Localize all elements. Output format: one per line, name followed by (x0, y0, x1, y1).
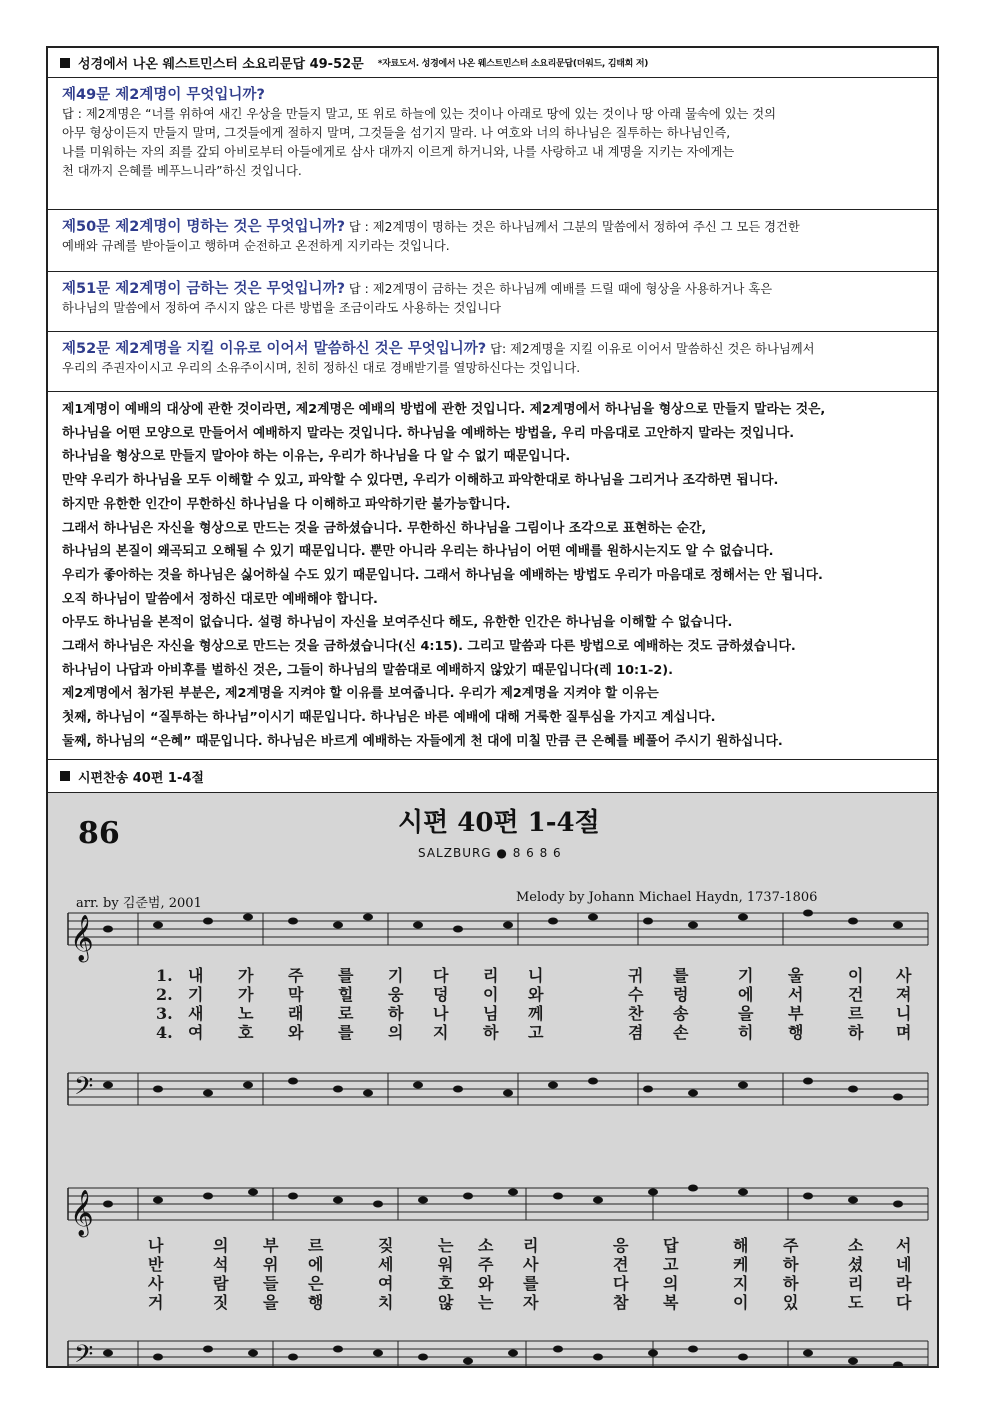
lyric-syllable: 께 (528, 1004, 544, 1023)
note-head (648, 1189, 658, 1196)
note-head (373, 1350, 383, 1357)
lyric-syllable: 울 (788, 966, 804, 985)
lyric-syllable: 새 (188, 1004, 204, 1023)
note-head (548, 1082, 558, 1089)
lyric-syllable: 리 (523, 1236, 539, 1255)
lyric-syllable: 견 (613, 1255, 629, 1274)
commentary-line: 오직 하나님이 말씀에서 정하신 대로만 예배해야 합니다. (62, 591, 378, 607)
lyric-syllable: 를 (523, 1274, 539, 1293)
lyric-syllable: 로 (338, 1004, 354, 1023)
commentary-line: 만약 우리가 하나님을 모두 이해할 수 있고, 파악할 수 있다면, 우리가 이해하고 파악한대로 하나님을 그리거나 조각하면 됩니다. (62, 473, 779, 489)
hymn-sheet-music-photo (48, 793, 937, 1366)
lyric-syllable: 리 (848, 1274, 864, 1293)
lyric-syllable: 덩 (433, 985, 449, 1004)
question-50 (48, 210, 937, 272)
lyric-syllable: 해 (733, 1236, 749, 1255)
lyric-syllable: 4. (156, 1023, 173, 1042)
note-head (333, 1086, 343, 1093)
lyric-syllable: 서 (788, 985, 804, 1004)
note-head (553, 1193, 563, 1200)
lyric-syllable: 건 (848, 985, 864, 1004)
commentary-line: 둘째, 하나님의 “은혜” 때문입니다. 하나님은 바르게 예배하는 자들에게 천 대에 미칠 만큼 큰 은혜를 베풀어 주시기 원하십니다. (62, 733, 783, 749)
lyric-syllable: 손 (673, 1023, 689, 1042)
lyric-syllable: 며 (896, 1023, 912, 1042)
lyric-syllable: 기 (738, 966, 754, 985)
note-head (453, 1086, 463, 1093)
lyric-syllable: 사 (148, 1274, 164, 1293)
note-head (453, 926, 463, 933)
lyric-syllable: 찬 (628, 1004, 644, 1023)
note-head (203, 1346, 213, 1353)
lyric-syllable: 소 (848, 1236, 864, 1255)
note-head (463, 1358, 473, 1365)
commentary-line: 하나님의 본질이 왜곡되고 오해될 수 있기 때문입니다. 뿐만 아니라 우리는 하나님이 어떤 예배를 원하시는지도 알 수 없습니다. (62, 544, 774, 560)
note-head (418, 1197, 428, 1204)
note-head (363, 914, 373, 921)
note-head (893, 1201, 903, 1208)
lyric-syllable: 기 (388, 966, 404, 985)
note-head (363, 1090, 373, 1097)
note-head (243, 1082, 253, 1089)
lyric-syllable: 웅 (388, 985, 404, 1004)
source-note: *자료도서. 성경에서 나온 웨스트민스터 소요리문답(더워드, 김태희 저) (377, 59, 649, 69)
lyric-syllable: 와 (288, 1023, 304, 1042)
lyric-syllable: 을 (263, 1293, 279, 1312)
lyric-syllable: 가 (238, 966, 254, 985)
note-head (333, 922, 343, 929)
lyric-syllable: 의 (663, 1274, 679, 1293)
note-head (893, 922, 903, 929)
catechism-header (48, 48, 937, 78)
note-head (553, 1346, 563, 1353)
lyric-syllable: 주 (783, 1236, 799, 1255)
answer-49-line: 답 : 제2계명은 “너를 위하여 새긴 우상을 만들지 말고, 또 위로 하늘에 있는 것이나 아래로 땅에 있는 것이나 땅 아래 물속에 있는 것의 (62, 107, 777, 121)
lyric-syllable: 다 (433, 966, 449, 985)
note-head (738, 1354, 748, 1361)
note-head (153, 922, 163, 929)
answer-51-first: 답 : 제2계명이 금하는 것은 하나님께 예배를 드릴 때에 형상을 사용하거나 혹은 (344, 282, 773, 296)
clef-icon: 𝄞 (70, 1190, 94, 1236)
note-head (333, 1346, 343, 1353)
lyric-syllable: 주 (478, 1255, 494, 1274)
lyric-syllable: 부 (788, 1004, 804, 1023)
commentary-line: 하지만 유한한 인간이 무한하신 하나님을 다 이해하고 파악하기란 불가능합니다. (62, 496, 511, 512)
commentary-line: 첫째, 하나님이 “질투하는 하나님”이시기 때문입니다. 하나님은 바른 예배에 대해 거룩한 질투심을 가지고 계십니다. (62, 710, 716, 726)
lyric-syllable: 석 (213, 1255, 229, 1274)
answer-49-line: 천 대까지 은혜를 베푸느니라”하신 것입니다. (62, 164, 302, 178)
lyric-syllable: 짖 (378, 1236, 394, 1255)
lyric-syllable: 위 (263, 1255, 279, 1274)
lyric-syllable: 서 (896, 1236, 912, 1255)
hymn-section-title: 시편찬송 40편 1-4절 (78, 770, 204, 786)
note-head (643, 918, 653, 925)
note-head (738, 914, 748, 921)
lyric-syllable: 와 (528, 985, 544, 1004)
lyric-syllable: 막 (288, 985, 304, 1004)
lyric-syllable: 하 (783, 1255, 799, 1274)
lyric-syllable: 고 (663, 1255, 679, 1274)
lyric-syllable: 답 (663, 1236, 679, 1255)
lyric-syllable: 세 (378, 1255, 394, 1274)
lyric-syllable: 져 (896, 985, 912, 1004)
clef-icon: 𝄞 (70, 915, 94, 961)
note-head (548, 918, 558, 925)
lyric-syllable: 주 (288, 966, 304, 985)
worksheet-page (46, 46, 939, 1368)
lyric-syllable: 히 (738, 1023, 754, 1042)
lyric-syllable: 케 (733, 1255, 749, 1274)
commentary (48, 392, 937, 760)
note-head (738, 1082, 748, 1089)
lyric-syllable: 의 (213, 1236, 229, 1255)
note-head (593, 1354, 603, 1361)
square-bullet-icon (60, 771, 70, 781)
lyric-syllable: 님 (483, 1004, 499, 1023)
note-head (848, 918, 858, 925)
note-head (288, 1354, 298, 1361)
lyric-syllable: 참 (613, 1293, 629, 1312)
lyric-syllable: 하 (483, 1023, 499, 1042)
lyric-syllable: 렁 (673, 985, 689, 1004)
commentary-line: 그래서 하나님은 자신을 형상으로 만드는 것을 금하셨습니다. 무한하신 하나님을 그림이나 조각으로 표현하는 순간, (62, 520, 707, 536)
note-head (288, 1078, 298, 1085)
lyric-syllable: 리 (483, 966, 499, 985)
hymn-page-number: 86 (78, 816, 120, 851)
answer-50-second: 예배와 규례를 받아들이고 행하며 순전하고 온전하게 지키라는 것입니다. (62, 239, 450, 253)
question-49-title: 제49문 제2계명이 무엇입니까? (62, 87, 265, 103)
lyric-syllable: 니 (528, 966, 544, 985)
commentary-line: 제2계명에서 첨가된 부분은, 제2계명을 지켜야 할 이유를 보여줍니다. 우리가 제2계명을 지켜야 할 이유는 (62, 686, 659, 702)
note-head (803, 1350, 813, 1357)
lyric-syllable: 니 (896, 1004, 912, 1023)
lyric-syllable: 래 (288, 1004, 304, 1023)
note-head (103, 1350, 113, 1357)
answer-49-line: 아무 형상이든지 만들지 말며, 그것들에게 절하지 말며, 그것들을 섬기지 말라. 나 여호와 너의 하나님은 질투하는 하나님인즉, (62, 126, 731, 140)
note-head (203, 1193, 213, 1200)
answer-50-first: 답 : 제2계명이 명하는 것은 하나님께서 그분의 말씀에서 정하여 주신 그 모든 경건한 (344, 220, 800, 234)
question-52-title: 제52문 제2계명을 지킬 이유로 이어서 말씀하신 것은 무엇입니까? (62, 341, 487, 357)
note-head (803, 1193, 813, 1200)
lyric-syllable: 이 (733, 1293, 749, 1312)
lyric-syllable: 부 (263, 1236, 279, 1255)
question-51-title: 제51문 제2계명이 금하는 것은 무엇입니까? (62, 281, 345, 297)
lyric-syllable: 않 (438, 1293, 454, 1312)
lyric-syllable: 에 (308, 1255, 324, 1274)
lyric-syllable: 짓 (213, 1293, 229, 1312)
lyric-syllable: 이 (848, 966, 864, 985)
hymn-tune: SALZBURG ● 8 6 8 6 (418, 846, 562, 860)
note-head (688, 1185, 698, 1192)
lyric-syllable: 하 (848, 1023, 864, 1042)
note-head (153, 1086, 163, 1093)
commentary-line: 하나님이 나답과 아비후를 벌하신 것은, 그들이 하나님의 말씀대로 예배하지 않았기 때문입니다(레 10:1-2). (62, 662, 673, 678)
note-head (103, 1082, 113, 1089)
lyric-syllable: 는 (438, 1236, 454, 1255)
lyric-syllable: 1. (156, 966, 173, 985)
lyric-syllable: 행 (788, 1023, 804, 1042)
lyric-syllable: 사 (896, 966, 912, 985)
note-head (503, 922, 513, 929)
note-head (413, 922, 423, 929)
commentary-line: 하나님을 어떤 모양으로 만들어서 예배하지 말라는 것입니다. 하나님을 예배하는 방법을, 우리 마음대로 고안하지 말라는 것입니다. (62, 425, 795, 441)
note-head (503, 1090, 513, 1097)
lyric-syllable: 하 (388, 1004, 404, 1023)
lyric-syllable: 를 (338, 966, 354, 985)
note-head (738, 1189, 748, 1196)
note-head (248, 1189, 258, 1196)
note-head (508, 1189, 518, 1196)
lyric-syllable: 힐 (338, 985, 354, 1004)
lyric-syllable: 와 (478, 1274, 494, 1293)
lyric-syllable: 자 (523, 1293, 539, 1312)
note-head (848, 1197, 858, 1204)
lyric-syllable: 소 (478, 1236, 494, 1255)
clef-icon: 𝄢 (74, 1072, 94, 1107)
lyric-syllable: 지 (433, 1023, 449, 1042)
commentary-line: 제1계명이 예배의 대상에 관한 것이라면, 제2계명은 예배의 방법에 관한 것입니다. 제2계명에서 하나님을 형상으로 만들지 말라는 것은, (62, 402, 826, 417)
note-head (893, 1094, 903, 1101)
square-bullet-icon (60, 58, 70, 68)
note-head (508, 1350, 518, 1357)
note-head (248, 1350, 258, 1357)
lyric-syllable: 를 (338, 1023, 354, 1042)
lyric-syllable: 람 (213, 1274, 229, 1293)
hymn-title: 시편 40편 1-4절 (398, 808, 600, 838)
lyric-syllable: 기 (188, 985, 204, 1004)
note-head (688, 1090, 698, 1097)
commentary-line: 아무도 하나님을 본적이 없습니다. 설령 하나님이 자신을 보여주신다 해도, 유한한 인간은 하나님을 이해할 수 없습니다. (62, 615, 733, 631)
lyric-syllable: 고 (528, 1023, 544, 1042)
hymn-melody-credit: Melody by Johann Michael Haydn, 1737-1806 (516, 890, 818, 905)
lyric-syllable: 사 (523, 1255, 539, 1274)
note-head (848, 1358, 858, 1365)
note-head (373, 1201, 383, 1208)
lyric-syllable: 복 (663, 1293, 679, 1312)
note-head (648, 1350, 658, 1357)
note-head (103, 1201, 113, 1208)
note-head (463, 1193, 473, 1200)
lyric-syllable: 도 (848, 1293, 864, 1312)
lyric-syllable: 는 (478, 1293, 494, 1312)
lyric-syllable: 르 (848, 1004, 864, 1023)
note-head (848, 1086, 858, 1093)
lyric-syllable: 네 (896, 1255, 912, 1274)
note-head (418, 1354, 428, 1361)
lyric-syllable: 여 (378, 1274, 394, 1293)
note-head (803, 1078, 813, 1085)
hymn-arranger: arr. by 김준범, 2001 (76, 896, 202, 911)
commentary-line: 그래서 하나님은 자신을 형상으로 만드는 것을 금하셨습니다(신 4:15). 그리고 말씀과 다른 방법으로 예배하는 것도 금하셨습니다. (62, 639, 796, 655)
lyric-syllable: 지 (733, 1274, 749, 1293)
answer-51-second: 하나님의 말씀에서 정하여 주시지 않은 다른 방법을 조금이라도 사용하는 것입니다 (62, 301, 502, 315)
lyric-syllable: 내 (188, 966, 204, 985)
commentary-line: 우리가 좋아하는 것을 하나님은 싫어하실 수도 있기 때문입니다. 그래서 하나님을 예배하는 방법도 우리가 마음대로 정해서는 안 됩니다. (62, 567, 823, 583)
lyric-syllable: 귀 (628, 966, 644, 985)
lyric-syllable: 수 (628, 985, 644, 1004)
note-head (588, 1078, 598, 1085)
lyric-syllable: 셨 (848, 1255, 864, 1274)
note-head (643, 1086, 653, 1093)
note-head (688, 922, 698, 929)
lyric-syllable: 노 (238, 1004, 254, 1023)
lyric-syllable: 행 (308, 1293, 324, 1312)
lyric-syllable: 송 (673, 1004, 689, 1023)
lyric-syllable: 나 (148, 1236, 164, 1255)
note-head (413, 1082, 423, 1089)
commentary-line: 하나님을 형상으로 만들지 말아야 하는 이유는, 우리가 하나님을 다 알 수 없기 때문입니다. (62, 449, 571, 465)
hymn-header (48, 760, 937, 793)
note-head (803, 910, 813, 917)
question-50-title: 제50문 제2계명이 명하는 것은 무엇입니까? (62, 219, 345, 235)
sheet-music (48, 793, 937, 1366)
note-head (688, 1346, 698, 1353)
lyric-syllable: 에 (738, 985, 754, 1004)
lyric-syllable: 3. (156, 1004, 173, 1023)
lyric-syllable: 르 (308, 1236, 324, 1255)
note-head (203, 1090, 213, 1097)
lyric-syllable: 치 (378, 1293, 394, 1312)
note-head (288, 918, 298, 925)
lyric-syllable: 워 (438, 1255, 454, 1274)
lyric-syllable: 이 (483, 985, 499, 1004)
lyric-syllable: 를 (673, 966, 689, 985)
clef-icon: 𝄢 (74, 1340, 94, 1366)
lyric-syllable: 을 (738, 1004, 754, 1023)
answer-49-line: 나를 미워하는 자의 죄를 갚되 아비로부터 아들에게로 삼사 대까지 이르게 하거니와, 나를 사랑하고 내 계명을 지키는 자에게는 (62, 145, 735, 159)
lyric-syllable: 은 (308, 1274, 324, 1293)
lyric-syllable: 겸 (628, 1023, 644, 1042)
note-head (588, 914, 598, 921)
lyric-syllable: 호 (438, 1274, 454, 1293)
lyric-syllable: 응 (613, 1236, 629, 1255)
lyric-syllable: 의 (388, 1023, 404, 1042)
lyric-syllable: 들 (263, 1274, 279, 1293)
lyric-syllable: 가 (238, 985, 254, 1004)
note-head (103, 926, 113, 933)
note-head (153, 1197, 163, 1204)
lyric-syllable: 거 (148, 1293, 164, 1312)
lyric-syllable: 호 (238, 1023, 254, 1042)
lyric-syllable: 반 (148, 1255, 164, 1274)
note-head (153, 1354, 163, 1361)
note-head (288, 1193, 298, 1200)
lyric-syllable: 다 (896, 1293, 912, 1312)
lyric-syllable: 라 (896, 1274, 912, 1293)
answer-52-first: 답: 제2계명을 지킬 이유로 이어서 말씀하신 것은 하나님께서 (486, 342, 815, 356)
question-49 (48, 78, 937, 210)
lyric-syllable: 2. (156, 985, 173, 1004)
catechism-title: 성경에서 나온 웨스트민스터 소요리문답 49-52문 (78, 57, 364, 72)
note-head (333, 1197, 343, 1204)
lyric-syllable: 다 (613, 1274, 629, 1293)
lyric-syllable: 나 (433, 1004, 449, 1023)
lyric-syllable: 있 (783, 1293, 799, 1312)
lyric-syllable: 여 (188, 1023, 204, 1042)
answer-52-second: 우리의 주권자이시고 우리의 소유주이시며, 친히 정하신 대로 경배받기를 열망하신다는 것입니다. (62, 361, 581, 375)
question-51 (48, 272, 937, 332)
lyric-syllable: 하 (783, 1274, 799, 1293)
question-52 (48, 332, 937, 392)
note-head (243, 914, 253, 921)
note-head (203, 918, 213, 925)
note-head (593, 1197, 603, 1204)
